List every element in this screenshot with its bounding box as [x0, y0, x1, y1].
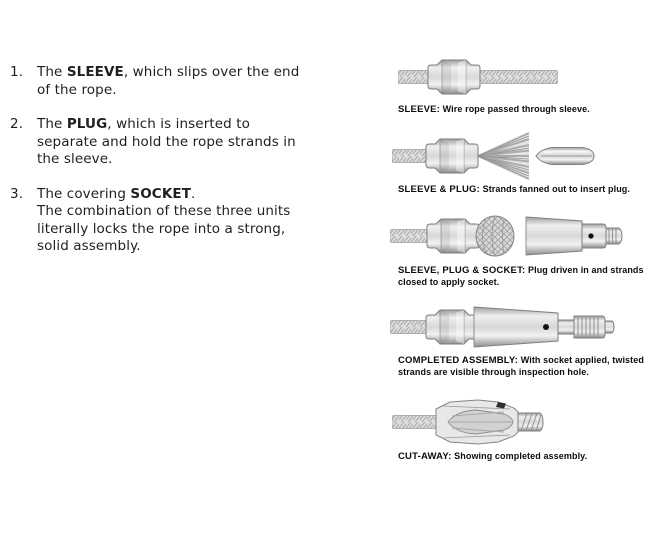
sleeve-plug-socket-illustration — [390, 210, 625, 262]
figure-caption-label: SLEEVE & PLUG: — [398, 184, 480, 195]
list-item-text: The SLEEVE, which slips over the end of the rope. — [37, 64, 300, 98]
figure-caption-text: Plug driven in and strands closed to apply socket. — [398, 265, 644, 287]
figure-caption — [398, 355, 650, 377]
list-item-text: The covering SOCKET. The combination of these three units literally locks the rope into a strong, solid assembly. — [37, 185, 291, 254]
figure-caption-label: CUT-AWAY: — [398, 451, 452, 462]
figure-caption — [398, 451, 650, 463]
figure-caption — [398, 104, 650, 116]
figure-caption-label: SLEEVE, PLUG & SOCKET: — [398, 265, 526, 276]
figure-caption — [398, 184, 650, 196]
figure-caption-text: With socket applied, twisted strands are visible through inspection hole. — [398, 355, 644, 377]
figure-caption-text: Showing completed assembly. — [454, 451, 588, 461]
list-item-number: 2. — [10, 116, 24, 132]
figure-caption-text: Strands fanned out to insert plug. — [482, 184, 630, 194]
list-item-number: 1. — [10, 64, 24, 80]
figure-caption — [398, 265, 648, 287]
list-item-number: 3. — [10, 185, 24, 202]
sleeve-plug-illustration — [392, 130, 607, 182]
completed-assembly-illustration — [390, 301, 630, 353]
figure-caption-label: COMPLETED ASSEMBLY: — [398, 355, 519, 366]
figure-caption-text: Wire rope passed through sleeve. — [442, 104, 590, 114]
figure-caption-label: SLEEVE: — [398, 104, 441, 115]
list-item-text: The PLUG, which is inserted to separate and hold the rope strands in the sleeve. — [37, 116, 296, 167]
sleeve-illustration — [398, 51, 558, 103]
cut-away-illustration — [392, 396, 557, 448]
